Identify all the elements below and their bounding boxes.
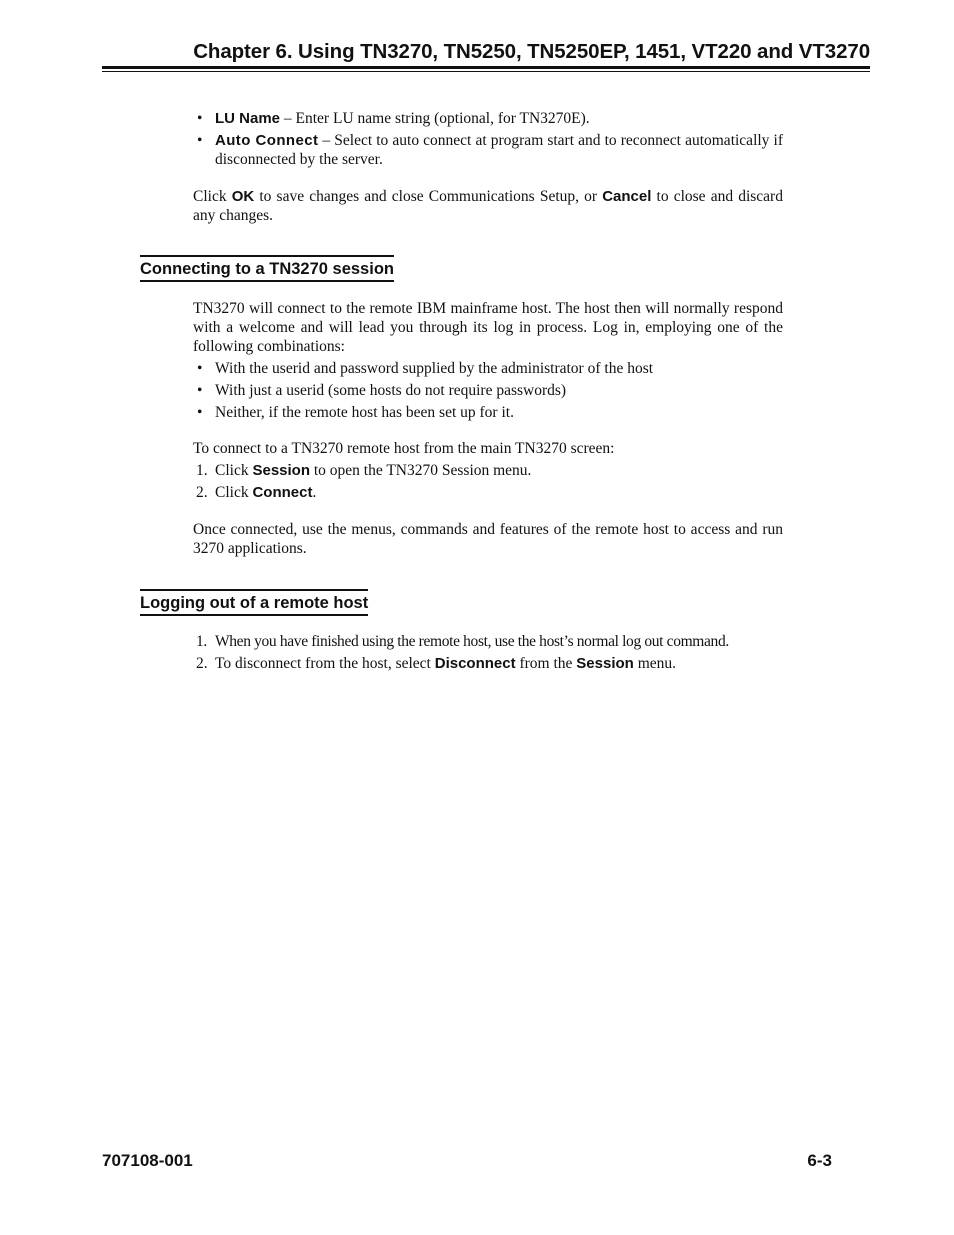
connecting-body xyxy=(193,299,783,422)
bullet-text: With the userid and password supplied by the administrator of the host xyxy=(215,360,654,377)
bullet-text: Neither, if the remote host has been set up for it. xyxy=(215,404,514,421)
text-run: to close and discard any changes. xyxy=(193,188,783,224)
term-description: – Enter LU name string (optional, for TN3270E). xyxy=(280,110,590,127)
footer-page-number: 6-3 xyxy=(807,1151,832,1170)
list-item xyxy=(193,381,783,400)
list-item xyxy=(193,359,783,378)
text-run: Click xyxy=(215,462,253,479)
disconnect-label: Disconnect xyxy=(434,655,516,672)
header-rule-thick xyxy=(102,66,870,69)
save-paragraph xyxy=(193,187,783,225)
step-number: 2. xyxy=(196,655,208,672)
list-item xyxy=(193,483,783,502)
section-heading-logout: Logging out of a remote host xyxy=(140,589,368,616)
ok-label: OK xyxy=(231,188,255,205)
list-item xyxy=(193,461,783,480)
session-label: Session xyxy=(576,655,634,672)
bullet-marker: • xyxy=(197,132,203,149)
settings-list xyxy=(193,109,783,169)
bullet-marker: • xyxy=(197,360,203,377)
list-item xyxy=(193,109,783,128)
text-run: menu. xyxy=(633,655,677,672)
term-lu-name: LU Name xyxy=(215,110,281,127)
connected-paragraph xyxy=(193,520,783,558)
bullet-marker: • xyxy=(197,404,203,421)
list-item xyxy=(193,632,783,651)
step-number: 2. xyxy=(196,484,208,501)
text-run: to open the TN3270 Session menu. xyxy=(310,462,532,479)
steps-intro: To connect to a TN3270 remote host from the main TN3270 screen: xyxy=(193,440,615,457)
bullet-marker: • xyxy=(197,382,203,399)
text-run: Click xyxy=(215,484,253,501)
term-auto-connect: Auto Connect xyxy=(215,132,319,149)
chapter-title: Chapter 6. Using TN3270, TN5250, TN5250EP, 1451, VT220 and VT3270 xyxy=(193,40,870,63)
header-rule-thin xyxy=(102,71,870,72)
step-number: 1. xyxy=(196,462,208,479)
section-heading-connecting: Connecting to a TN3270 session xyxy=(140,255,394,282)
cancel-label: Cancel xyxy=(602,188,652,205)
step-text: When you have finished using the remote host, use the host’s normal log out command. xyxy=(215,633,729,650)
text-run: To disconnect from the host, select xyxy=(215,655,435,672)
list-item xyxy=(193,403,783,422)
list-item xyxy=(193,654,783,673)
footer-doc-number: 707108-001 xyxy=(102,1151,193,1170)
text-run: to save changes and close Communications Setup, or xyxy=(254,188,603,205)
term-description: – Select to auto connect at program start and to reconnect automatically if disconnected by the server. xyxy=(215,132,783,168)
connecting-intro: TN3270 will connect to the remote IBM mainframe host. The host then will normally respond with a welcome and will lead you through its log in process. Log in, employing one of the following combinations: xyxy=(193,300,783,355)
bullet-marker: • xyxy=(197,110,203,127)
step-number: 1. xyxy=(196,633,207,650)
list-item xyxy=(193,131,783,169)
connect-label: Connect xyxy=(252,484,313,501)
session-label: Session xyxy=(252,462,310,479)
connect-steps xyxy=(193,439,783,502)
bullet-text: With just a userid (some hosts do not require passwords) xyxy=(215,382,567,399)
text-run: from the xyxy=(515,655,577,672)
logout-steps xyxy=(193,632,783,673)
closing-text: Once connected, use the menus, commands and features of the remote host to access and run 3270 applications. xyxy=(193,521,783,557)
text-run: Click xyxy=(193,188,232,205)
text-run: . xyxy=(312,484,317,501)
